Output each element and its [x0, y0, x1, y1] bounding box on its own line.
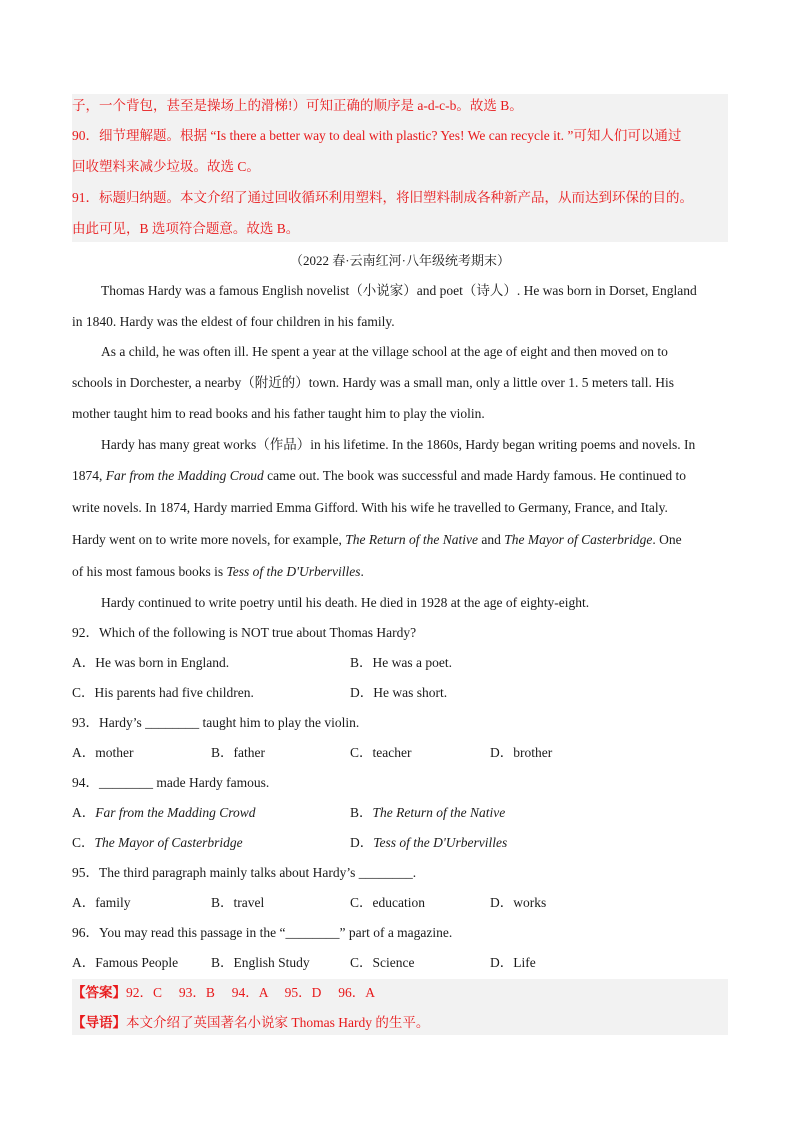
passage-text: 1874, [72, 468, 106, 483]
q95-option-d: D．works [490, 895, 547, 910]
passage-p2-line3: mother taught him to read books and his father taught him to play the violin. [72, 406, 485, 421]
q93-option-b: B．father [211, 745, 265, 760]
passage-text: . One [652, 532, 682, 547]
q94-option-c [72, 834, 243, 852]
answer-key: 92．C 93．B 94．A 95．D 96．A [126, 985, 376, 1000]
option-text: The Return of the Native [372, 805, 506, 820]
q93-option-d: D．brother [490, 745, 553, 760]
passage-p3-line4 [72, 531, 682, 549]
answer-line-5: 由此可见，B 选项符合题意。故选 B。 [72, 221, 300, 236]
q92-option-b: B．He was a poet. [350, 655, 452, 670]
passage-p2-line2: schools in Dorchester, a nearby（附近的）town. Hardy was a small man, only a little over 1. 5 meters tall. His [72, 375, 674, 390]
passage-p3-line1: Hardy has many great works（作品）in his lifetime. In the 1860s, Hardy began writing poems and novels. In [101, 437, 696, 452]
book-title: The Mayor of Casterbridge [504, 532, 653, 547]
q95-option-b: B．travel [211, 895, 265, 910]
q94-option-d [350, 834, 507, 852]
passage-p1-line2: in 1840. Hardy was the eldest of four children in his family. [72, 314, 395, 329]
option-text: Tess of the D'Urbervilles [373, 835, 508, 850]
passage-p2-line1: As a child, he was often ill. He spent a year at the village school at the age of eight and then moved on to [101, 344, 668, 359]
guide-text: 本文介绍了英国著名小说家 Thomas Hardy 的生平。 [126, 1015, 430, 1030]
guide-label: 【导语】 [72, 1015, 126, 1030]
q96-option-a: A．Famous People [72, 955, 179, 970]
answer-line-1: 子，一个背包，甚至是操场上的滑梯!）可知正确的顺序是 a-d-c-b。故选 B。 [72, 98, 523, 113]
source-line: （2022 春·云南红河·八年级统考期末） [290, 253, 510, 268]
question-96-stem: 96．You may read this passage in the “________” part of a magazine. [72, 925, 453, 940]
passage-text: Hardy went on to write more novels, for example, [72, 532, 346, 547]
option-letter: A． [72, 805, 96, 820]
option-text: The Mayor of Casterbridge [94, 835, 243, 850]
q96-option-b: B．English Study [211, 955, 310, 970]
passage-p3-line5 [72, 563, 364, 581]
q93-option-c: C．teacher [350, 745, 412, 760]
book-title: The Return of the Native [345, 532, 479, 547]
answer-key-line [72, 984, 375, 1002]
passage-p1-line1: Thomas Hardy was a famous English novelist（小说家）and poet（诗人）. He was born in Dorset, England [101, 283, 697, 298]
q94-option-a [72, 804, 256, 822]
passage-p4-line1: Hardy continued to write poetry until his death. He died in 1928 at the age of eighty-eight. [101, 595, 590, 610]
question-94-stem: 94．________ made Hardy famous. [72, 775, 270, 790]
q96-option-c: C．Science [350, 955, 415, 970]
question-95-stem: 95．The third paragraph mainly talks about Hardy’s ________. [72, 865, 417, 880]
q92-option-a: A．He was born in England. [72, 655, 230, 670]
answer-line-2: 90．细节理解题。根据 “Is there a better way to deal with plastic? Yes! We can recycle it. ”可知人们可以通过 [72, 128, 682, 143]
question-92-stem: 92．Which of the following is NOT true about Thomas Hardy? [72, 625, 417, 640]
question-93-stem: 93．Hardy’s ________ taught him to play the violin. [72, 715, 360, 730]
passage-text: of his most famous books is [72, 564, 227, 579]
q94-option-b [350, 804, 505, 822]
option-letter: C． [72, 835, 95, 850]
q93-option-a: A．mother [72, 745, 134, 760]
book-title: Tess of the D'Urbervilles [226, 564, 361, 579]
q92-option-c: C．His parents had five children. [72, 685, 254, 700]
q95-option-a: A．family [72, 895, 131, 910]
passage-text: . [360, 564, 364, 579]
option-letter: D． [350, 835, 374, 850]
option-letter: B． [350, 805, 373, 820]
option-text: Far from the Madding Crowd [95, 805, 256, 820]
answer-label: 【答案】 [72, 985, 126, 1000]
book-title: Far from the Madding Croud [105, 468, 264, 483]
passage-text: came out. The book was successful and made Hardy famous. He continued to [263, 468, 687, 483]
guide-line [72, 1014, 429, 1032]
answer-line-4: 91．标题归纳题。本文介绍了通过回收循环利用塑料，将旧塑料制成各种新产品，从而达到环保的目的。 [72, 190, 693, 205]
passage-text: and [478, 532, 505, 547]
passage-p3-line2 [72, 467, 686, 485]
q95-option-c: C．education [350, 895, 425, 910]
passage-p3-line3: write novels. In 1874, Hardy married Emma Gifford. With his wife he travelled to Germany, France, and Italy. [72, 500, 668, 515]
answer-line-3: 回收塑料来减少垃圾。故选 C。 [72, 159, 260, 174]
q96-option-d: D．Life [490, 955, 536, 970]
q92-option-d: D．He was short. [350, 685, 448, 700]
